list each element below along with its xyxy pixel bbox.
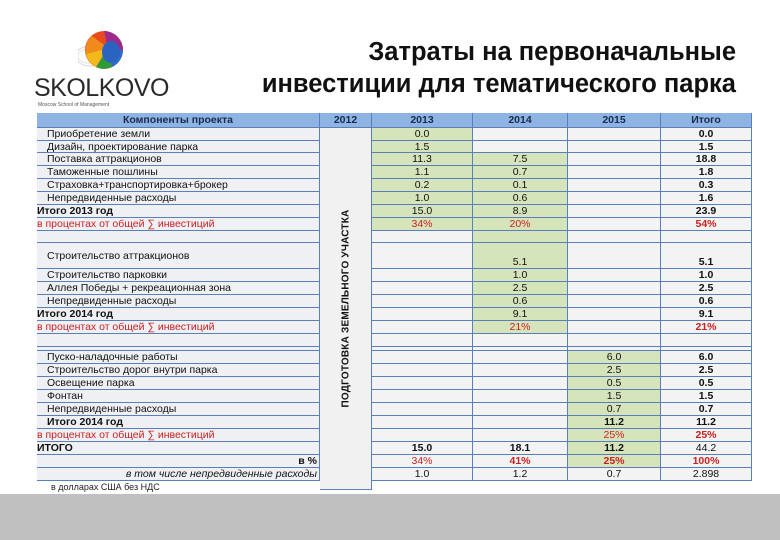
cell-total: 44.2 xyxy=(661,442,752,455)
cell-2015 xyxy=(568,295,661,308)
cell-2014: 1.0 xyxy=(473,269,568,282)
cell-2014: 2.5 xyxy=(473,282,568,295)
cell-2015 xyxy=(568,153,661,166)
cell-2014: 7.5 xyxy=(473,153,568,166)
cell-2013 xyxy=(372,231,473,243)
row-label: Непредвиденные расходы xyxy=(37,403,320,416)
cell-total: 1.5 xyxy=(661,390,752,403)
row-label: в процентах от общей ∑ инвестиций xyxy=(37,218,320,231)
cell-2013 xyxy=(372,269,473,282)
cell-2013 xyxy=(372,351,473,364)
table-row xyxy=(37,269,752,282)
currency-footnote: в долларах США без НДС xyxy=(51,482,160,492)
cell-2014 xyxy=(473,377,568,390)
cell-2013: 0.0 xyxy=(372,128,473,141)
cell-2013: 15.0 xyxy=(372,205,473,218)
cell-total xyxy=(661,334,752,347)
cell-2013 xyxy=(372,243,473,269)
header-2013: 2013 xyxy=(372,113,473,128)
table-row xyxy=(37,295,752,308)
table-row xyxy=(37,364,752,377)
cell-total: 1.8 xyxy=(661,166,752,179)
cell-2013: 0.2 xyxy=(372,179,473,192)
row-label: Поставка аттракционов xyxy=(37,153,320,166)
cell-2014 xyxy=(473,351,568,364)
cell-2015 xyxy=(568,179,661,192)
cell-2015: 1.5 xyxy=(568,390,661,403)
cell-2015 xyxy=(568,192,661,205)
cell-2014: 0.1 xyxy=(473,179,568,192)
cell-2015 xyxy=(568,128,661,141)
table-row xyxy=(37,192,752,205)
cell-total xyxy=(661,243,752,269)
table-row-percent xyxy=(37,218,752,231)
cell-2015: 25% xyxy=(568,429,661,442)
table-row-empty xyxy=(37,231,752,243)
cell-total: 11.2 xyxy=(661,416,752,429)
table-row xyxy=(37,403,752,416)
cell-2014 xyxy=(473,416,568,429)
table-row-contingency xyxy=(37,468,752,481)
cell-2014: 5.1 xyxy=(473,256,568,269)
cell-2014: 1.2 xyxy=(473,468,568,481)
land-preparation-merged-cell xyxy=(320,128,372,490)
cell-2014: 20% xyxy=(473,218,568,231)
cell-2015 xyxy=(568,141,661,153)
cell-total: 2.5 xyxy=(661,364,752,377)
table-row-grand-total xyxy=(37,442,752,455)
cell-2015: 0.7 xyxy=(568,468,661,481)
row-label: Строительство аттракционов xyxy=(37,243,320,269)
cell-total: 0.3 xyxy=(661,179,752,192)
table-row xyxy=(37,390,752,403)
cell-2015 xyxy=(568,334,661,347)
cell-2013: 34% xyxy=(372,218,473,231)
title-line-1: Затраты на первоначальные xyxy=(368,38,736,66)
cell-total: 21% xyxy=(661,321,752,334)
cell-total: 0.0 xyxy=(661,128,752,141)
cell-2015 xyxy=(568,308,661,321)
table-row xyxy=(37,351,752,364)
cell-total: 0.7 xyxy=(661,403,752,416)
cell-2015: 6.0 xyxy=(568,351,661,364)
row-label: Непредвиденные расходы xyxy=(37,192,320,205)
cell-total: 54% xyxy=(661,218,752,231)
cell-2014 xyxy=(473,334,568,347)
row-label: Фонтан xyxy=(37,390,320,403)
cell-2013: 1.1 xyxy=(372,166,473,179)
row-label: Итого 2014 год xyxy=(37,416,320,429)
cell-2014: 9.1 xyxy=(473,308,568,321)
row-label: Страховка+транспортировка+брокер xyxy=(37,179,320,192)
table-row-percent xyxy=(37,321,752,334)
cell-2014 xyxy=(473,231,568,243)
table-row-percent xyxy=(37,429,752,442)
cell-2015: 25% xyxy=(568,455,661,468)
cell-2014 xyxy=(473,403,568,416)
cell-2013 xyxy=(372,390,473,403)
table-row-subtotal xyxy=(37,205,752,218)
cell-2013: 1.0 xyxy=(372,192,473,205)
row-label: в процентах от общей ∑ инвестиций xyxy=(37,321,320,334)
cell-2013: 11.3 xyxy=(372,153,473,166)
row-label: Строительство дорог внутри парка xyxy=(37,364,320,377)
cell-2015 xyxy=(568,321,661,334)
cell-2013 xyxy=(372,429,473,442)
cell-2013 xyxy=(372,282,473,295)
cell-2014 xyxy=(473,141,568,153)
table-header-row xyxy=(37,113,752,128)
cell-2015 xyxy=(568,231,661,243)
cell-2014 xyxy=(473,429,568,442)
cell-2015 xyxy=(568,243,661,269)
cell-2014 xyxy=(473,243,568,269)
row-label: Непредвиденные расходы xyxy=(37,295,320,308)
cell-2014: 21% xyxy=(473,321,568,334)
page-title xyxy=(262,36,736,100)
cell-2014: 0.7 xyxy=(473,166,568,179)
cell-total: 5.1 xyxy=(661,256,752,269)
header-total: Итого xyxy=(661,113,752,128)
cell-2014: 0.6 xyxy=(473,192,568,205)
cell-total: 9.1 xyxy=(661,308,752,321)
row-label: Таможенные пошлины xyxy=(37,166,320,179)
cell-total: 1.5 xyxy=(661,141,752,153)
cell-2013 xyxy=(372,308,473,321)
bottom-bar xyxy=(0,494,780,540)
table-row xyxy=(37,282,752,295)
cell-2015: 0.5 xyxy=(568,377,661,390)
header-2012: 2012 xyxy=(320,113,372,128)
logo-wordmark: SKOLKOVO xyxy=(34,74,169,102)
cell-2014 xyxy=(473,128,568,141)
cell-2013: 1.0 xyxy=(372,468,473,481)
cell-total: 0.5 xyxy=(661,377,752,390)
row-label: ИТОГО xyxy=(37,442,320,455)
logo-ball-icon xyxy=(78,26,126,76)
logo-subtitle: Moscow School of Management xyxy=(38,102,110,108)
cell-2014: 8.9 xyxy=(473,205,568,218)
row-label: Дизайн, проектирование парка xyxy=(37,141,320,153)
table-row xyxy=(37,128,752,141)
row-label: Приобретение земли xyxy=(37,128,320,141)
table-row xyxy=(37,377,752,390)
row-label xyxy=(37,231,320,243)
cell-2015: 2.5 xyxy=(568,364,661,377)
table-row-grand-percent xyxy=(37,455,752,468)
cell-total: 0.6 xyxy=(661,295,752,308)
cell-2015 xyxy=(568,166,661,179)
cell-2015 xyxy=(568,282,661,295)
cell-2014: 18.1 xyxy=(473,442,568,455)
cell-2015 xyxy=(568,218,661,231)
cell-total: 25% xyxy=(661,429,752,442)
row-label: Итого 2014 год xyxy=(37,308,320,321)
cell-total: 1.0 xyxy=(661,269,752,282)
cell-total: 6.0 xyxy=(661,351,752,364)
row-label: Аллея Победы + рекреационная зона xyxy=(37,282,320,295)
row-label xyxy=(37,334,320,347)
cell-2013: 1.5 xyxy=(372,141,473,153)
table-row xyxy=(37,179,752,192)
table-row xyxy=(37,243,752,269)
cell-2015 xyxy=(568,205,661,218)
cell-2013: 34% xyxy=(372,455,473,468)
table-row xyxy=(37,153,752,166)
table-row-empty xyxy=(37,334,752,347)
row-label: в % xyxy=(37,455,320,468)
row-label: Строительство парковки xyxy=(37,269,320,282)
row-label: в том числе непредвиденные расходы xyxy=(37,468,320,481)
cell-total: 1.6 xyxy=(661,192,752,205)
cell-2013 xyxy=(372,403,473,416)
table-row xyxy=(37,166,752,179)
cell-2015: 0.7 xyxy=(568,403,661,416)
cell-2014: 41% xyxy=(473,455,568,468)
cell-2015 xyxy=(568,269,661,282)
cell-2014: 0.6 xyxy=(473,295,568,308)
title-line-2: инвестиции для тематического парка xyxy=(261,70,736,98)
table-row-subtotal xyxy=(37,416,752,429)
cell-2013 xyxy=(372,416,473,429)
row-label: Освещение парка xyxy=(37,377,320,390)
row-label: Пуско-наладочные работы xyxy=(37,351,320,364)
cell-total: 2.898 xyxy=(661,468,752,481)
skolkovo-logo xyxy=(30,22,169,108)
cell-2013 xyxy=(372,364,473,377)
cell-total: 18.8 xyxy=(661,153,752,166)
cell-total: 100% xyxy=(661,455,752,468)
row-label: в процентах от общей ∑ инвестиций xyxy=(37,429,320,442)
header-2014: 2014 xyxy=(473,113,568,128)
cell-2014 xyxy=(473,390,568,403)
cell-2013 xyxy=(372,334,473,347)
cell-2015: 11.2 xyxy=(568,442,661,455)
cell-2013 xyxy=(372,321,473,334)
land-preparation-label: ПОДГОТОВКА ЗЕМЕЛЬНОГО УЧАСТКА xyxy=(340,209,351,408)
header-components: Компоненты проекта xyxy=(37,113,320,128)
row-label: Итого 2013 год xyxy=(37,205,320,218)
table-row-subtotal xyxy=(37,308,752,321)
cell-total: 2.5 xyxy=(661,282,752,295)
cell-total: 23.9 xyxy=(661,205,752,218)
cell-total xyxy=(661,231,752,243)
header-2015: 2015 xyxy=(568,113,661,128)
cell-2013: 15.0 xyxy=(372,442,473,455)
table-row xyxy=(37,141,752,153)
cell-2013 xyxy=(372,295,473,308)
cell-2014 xyxy=(473,364,568,377)
cell-2013 xyxy=(372,377,473,390)
cell-2015: 11.2 xyxy=(568,416,661,429)
